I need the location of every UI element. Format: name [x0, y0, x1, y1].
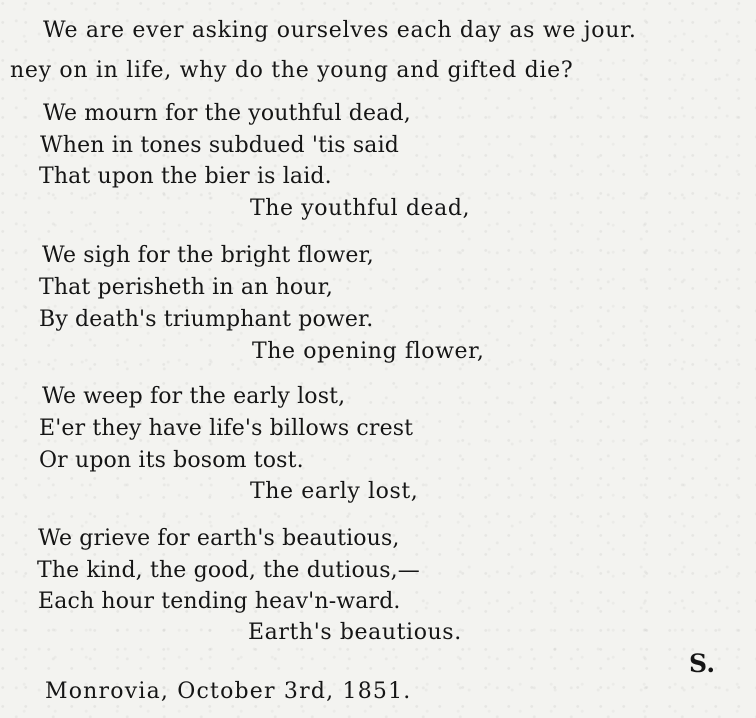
stanza-3-refrain: The early lost,	[250, 479, 419, 504]
stanza-1-refrain: The youthful dead,	[250, 196, 471, 221]
stanza-4-line-3: Each hour tending heav'n-ward.	[38, 589, 401, 614]
stanza-2-refrain: The opening flower,	[252, 339, 485, 364]
signature-initial: S.	[689, 649, 716, 678]
stanza-3-line-1: We weep for the early lost,	[42, 384, 346, 409]
stanza-3-line-2: E'er they have life's billows crest	[39, 416, 414, 441]
stanza-3-line-3: Or upon its bosom tost.	[39, 448, 304, 473]
stanza-1-line-2: When in tones subdued 'tis said	[40, 133, 399, 158]
stanza-4-refrain: Earth's beautious.	[248, 620, 462, 645]
stanza-1-line-1: We mourn for the youthful dead,	[43, 101, 411, 126]
stanza-2-line-1: We sigh for the bright flower,	[42, 243, 374, 268]
stanza-1-line-3: That upon the bier is laid.	[39, 164, 332, 189]
stanza-2-line-2: That perisheth in an hour,	[39, 275, 333, 300]
dateline: Monrovia, October 3rd, 1851.	[45, 679, 412, 704]
stanza-2-line-3: By death's triumphant power.	[39, 307, 374, 332]
intro-line-2: ney on in life, why do the young and gifted die?	[10, 58, 574, 83]
stanza-4-line-2: The kind, the good, the dutious,—	[37, 558, 420, 583]
intro-line-1: We are ever asking ourselves each day as we jour.	[43, 18, 637, 43]
stanza-4-line-1: We grieve for earth's beautious,	[38, 526, 400, 551]
